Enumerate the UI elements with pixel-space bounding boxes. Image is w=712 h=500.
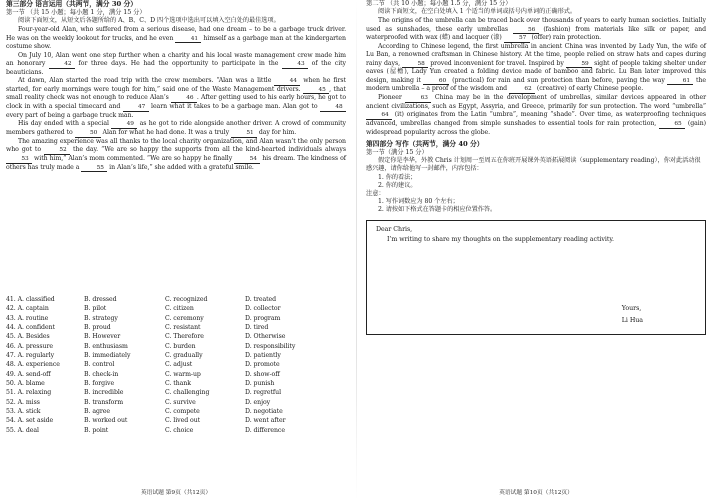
answer-blank: 58 bbox=[402, 62, 428, 69]
page-footer-10: 英语试题 第10页（共12页） bbox=[499, 490, 573, 496]
option-b: B. worked out bbox=[84, 417, 128, 425]
letter-format-box bbox=[366, 220, 706, 335]
option-d: D. went after bbox=[245, 417, 286, 425]
passage-text: in Alan’s life,” she added with a grateful smile. bbox=[107, 163, 254, 171]
option-d: D. program bbox=[245, 314, 281, 322]
option-d: D. negotiate bbox=[245, 407, 283, 415]
answer-blank: 63 bbox=[405, 96, 431, 103]
option-d: D. patiently bbox=[245, 351, 281, 359]
writing1-point: 1. 你的看法； bbox=[378, 173, 417, 181]
passage-text: with him,” Alan’s mom commented. “We are so happy he finally bbox=[32, 154, 235, 162]
passage-text: himself as a garbage man at the kindergarten costume show. bbox=[6, 34, 346, 51]
answer-blank: 51 bbox=[231, 131, 257, 138]
passage-text: The amazing experience was all thanks to the local charity organization, and Alan wasn’t the only person who got to bbox=[6, 137, 346, 153]
part3-title: 第三部分 语言运用（共两节，满分 30 分） bbox=[6, 0, 138, 8]
answer-blank: 42 bbox=[49, 62, 75, 69]
passage-text: (creative) of early Chinese people. bbox=[534, 85, 644, 93]
answer-blank: 45 bbox=[303, 88, 329, 95]
writing1-prompt: 假定你是李华，外教 Chris 计划周一至周五在你班开展课外英语拓展阅读（supplementary reading），你对此活动很感兴趣，请你给他写一封邮件，内容包括： bbox=[366, 157, 701, 173]
option-b: B. pilot bbox=[84, 305, 107, 313]
option-d: D. responsibility bbox=[245, 342, 296, 350]
passage-text: Four-year-old Alan, who suffered from a serious disease, had one dream – to be a garbage truck driver. He was on the weekly lookout for trucks, and he even bbox=[6, 26, 346, 42]
option-d: D. regretful bbox=[245, 389, 282, 397]
answer-blank: 46 bbox=[171, 96, 197, 103]
answer-blank: 62 bbox=[509, 87, 535, 94]
option-a: 51. A. relaxing bbox=[6, 389, 52, 397]
cloze-paragraph bbox=[6, 26, 346, 51]
passage-text: Alan for what he had done. It was a truly bbox=[100, 128, 231, 136]
option-a: 43. A. routine bbox=[6, 314, 49, 322]
letter-closing-word: Yours, bbox=[621, 304, 642, 312]
passage-text: At dawn, Alan started the road trip with the crew members. “Alan was a little bbox=[18, 76, 275, 84]
passage-text: China may be in the development of umbrellas, similar devices appeared in other ancient civilizations, such as Egypt, Assyria, and Greece, primarily for sun protection. The word “umbrella” bbox=[366, 94, 706, 111]
grammar-fill-passage bbox=[366, 17, 706, 137]
passage-text: for three days. He had the opportunity to participate in the bbox=[74, 59, 283, 67]
option-d: D. show-off bbox=[245, 370, 280, 378]
passage-text: (fashion) from materials like silk or paper, and waterproofed with wax (蜡) and lacquer (漆) bbox=[366, 25, 706, 42]
option-c: C. choice bbox=[165, 426, 194, 434]
option-d: D. punish bbox=[245, 379, 275, 387]
option-d: D. enjoy bbox=[245, 398, 271, 406]
notes-title: 注意： bbox=[366, 190, 385, 197]
passage-text: sight of people taking shelter under eaves (屋檐), Lady Yun created a folding device made of bamboo and fabric. Lu Ban later improved this design, making it bbox=[366, 59, 707, 84]
option-b: B. immediately bbox=[84, 351, 131, 359]
passage-text: (it) originates from the Latin “umbra”, meaning “shade”. Over time, as waterproofing techniques advanced, umbrellas changed from simple sunshades to essential tools for rain protection, bbox=[366, 111, 706, 127]
answer-blank: 53 bbox=[6, 157, 32, 164]
answer-blank: 47 bbox=[123, 105, 149, 112]
option-a: 52. A. miss bbox=[6, 398, 40, 406]
option-d: D. collector bbox=[245, 305, 281, 313]
option-b: B. check-in bbox=[84, 370, 119, 378]
answer-blank: 61 bbox=[667, 79, 693, 86]
passage-text: when he first started, for early mornings were tough for him,” said one of the Waste Management drivers. bbox=[6, 76, 346, 93]
passage-text: (offer) rain protection. bbox=[529, 34, 602, 42]
option-b: B. agree bbox=[84, 407, 111, 415]
section1-title: 第一节 （共 15 小题；每小题 1 分，满分 15 分） bbox=[6, 8, 146, 16]
grammar-paragraph bbox=[366, 17, 706, 43]
option-c: C. resistant bbox=[165, 323, 201, 331]
grammar-paragraph bbox=[366, 94, 706, 137]
page-gutter-divider bbox=[356, 0, 357, 500]
option-a: 54. A. set aside bbox=[6, 417, 54, 425]
answer-blank: 41 bbox=[175, 37, 201, 44]
answer-blank: 43 bbox=[282, 62, 308, 69]
answer-blank: 64 bbox=[366, 113, 392, 120]
option-c: C. ceremony bbox=[165, 314, 204, 322]
option-c: C. challenging bbox=[165, 389, 210, 397]
answer-blank: 65 bbox=[659, 122, 685, 129]
section1-instructions: 阅读下面短文，从短文后各题所给的 A、B、C、D 四个选项中选出可以填入空白处的最佳选项。 bbox=[18, 17, 280, 25]
option-b: B. incredible bbox=[84, 389, 124, 397]
section2-instructions: 阅读下面短文，在空白处填入 1 个适当的单词或括号内单词的正确形式。 bbox=[378, 8, 576, 16]
cloze-paragraph bbox=[6, 77, 346, 120]
left-exam-page bbox=[6, 0, 346, 500]
option-c: C. warm-up bbox=[165, 370, 201, 378]
answer-blank: 57 bbox=[504, 36, 530, 43]
answer-blank: 59 bbox=[566, 62, 592, 69]
option-a: 45. A. Besides bbox=[6, 333, 50, 341]
passage-text: The origins of the umbrella can be traced back over thousands of years to early human societies. Initially used as sunshades, these early umbrellas bbox=[366, 17, 706, 33]
option-b: B. However bbox=[84, 333, 121, 341]
passage-text: . After getting used to his early hours, he got to clock in with a special timecard and bbox=[6, 94, 346, 111]
option-a: 50. A. blame bbox=[6, 379, 45, 387]
right-exam-page bbox=[366, 0, 706, 500]
option-c: C. adjust bbox=[165, 361, 193, 369]
page-footer-9: 英语试题 第9页（共12页） bbox=[140, 490, 212, 496]
passage-text: According to Chinese legend, the first umbrella in ancient China was invented by Lady Yun, the wife of Lu Ban, a renowned craftsman in Chinese history. At the time, people relied on straw hats and capes during rainy days, bbox=[366, 43, 706, 67]
option-c: C. citizen bbox=[165, 305, 194, 313]
answer-blank: 52 bbox=[44, 148, 70, 155]
passage-text: day for him. bbox=[256, 128, 297, 136]
letter-signature: Li Hua bbox=[621, 316, 643, 324]
option-a: 46. A. pressure bbox=[6, 342, 53, 350]
option-d: D. tired bbox=[245, 323, 269, 331]
passage-text: his dream. The kindness of others has truly made a bbox=[6, 154, 346, 171]
option-c: C. thank bbox=[165, 379, 191, 387]
option-a: 55. A. deal bbox=[6, 426, 39, 434]
option-b: B. forgive bbox=[84, 379, 115, 387]
section2-title: 第二节 （共 10 小题；每小题 1.5 分，满分 15 分） bbox=[366, 0, 512, 7]
cloze-passage bbox=[6, 26, 346, 172]
passage-text: His day ended with a special bbox=[18, 120, 112, 128]
answer-blank: 50 bbox=[75, 131, 101, 138]
option-d: D. treated bbox=[245, 296, 277, 303]
option-d: D. Otherwise bbox=[245, 333, 286, 341]
cloze-paragraph bbox=[6, 138, 346, 173]
option-b: B. dressed bbox=[84, 296, 117, 303]
option-c: C. compete bbox=[165, 407, 200, 415]
option-a: 47. A. regularly bbox=[6, 351, 55, 359]
option-c: C. Therefore bbox=[165, 333, 204, 341]
passage-text: the modern umbrella – a proof of the wisdom and bbox=[366, 76, 706, 93]
option-a: 41. A. classified bbox=[6, 296, 55, 303]
answer-blank: 56 bbox=[513, 28, 539, 35]
passage-text: Pioneer bbox=[378, 94, 406, 102]
answer-blank: 49 bbox=[111, 122, 137, 129]
option-d: D. difference bbox=[245, 426, 285, 434]
option-a: 44. A. confident bbox=[6, 323, 55, 331]
note-item: 2. 请按如下格式在答题卡的相应位置作答。 bbox=[378, 206, 497, 214]
answer-blank: 60 bbox=[423, 79, 449, 86]
cloze-paragraph bbox=[6, 52, 346, 77]
passage-text: of the city beauticians. bbox=[6, 59, 346, 76]
passage-text: the day. “We are so happy the supports from all the kind-hearted individuals always bbox=[70, 145, 347, 153]
option-c: C. survive bbox=[165, 398, 196, 406]
letter-closing bbox=[622, 303, 643, 327]
option-a: 42. A. captain bbox=[6, 305, 49, 313]
option-a: 49. A. send-off bbox=[6, 370, 51, 378]
option-b: B. strategy bbox=[84, 314, 118, 322]
answer-blank: 54 bbox=[234, 157, 260, 164]
passage-text: (gain) widespread popularity across the globe. bbox=[366, 120, 707, 136]
passage-text: every part of being a garbage truck man. bbox=[6, 111, 134, 119]
passage-text: learn what it takes to be a garbage man. Alan got to bbox=[148, 103, 320, 111]
option-c: C. lived out bbox=[165, 417, 201, 425]
note-item: 1. 写作词数应为 80 个左右； bbox=[378, 198, 459, 206]
cloze-paragraph bbox=[6, 120, 346, 138]
grammar-paragraph bbox=[366, 43, 706, 94]
part4-title: 第四部分 写作（共两节，满分 40 分） bbox=[366, 139, 484, 148]
option-b: B. control bbox=[84, 361, 115, 369]
passage-text: (practical) for rain and sun protection than before, paving the way bbox=[449, 76, 668, 84]
passage-text: as he got to ride alongside another driver. A crowd of community members gathered to bbox=[6, 120, 346, 136]
option-b: B. point bbox=[84, 426, 109, 434]
answer-blank: 55 bbox=[81, 166, 107, 173]
letter-opening: I’m writing to share my thoughts on the supplementary reading activity. bbox=[387, 235, 615, 243]
option-c: C. burden bbox=[165, 342, 196, 350]
letter-greeting: Dear Chris, bbox=[376, 225, 413, 233]
passage-text: On July 10, Alan went one step further when a charity and his local waste management crew made him an honorary bbox=[6, 51, 346, 67]
option-b: B. enthusiasm bbox=[84, 342, 128, 350]
writing1-point: 2. 你的建议。 bbox=[378, 181, 417, 189]
writing1-title: 第一节（满分 15 分） bbox=[366, 148, 428, 156]
option-a: 53. A. stick bbox=[6, 407, 41, 415]
option-c: C. recognized bbox=[165, 296, 208, 303]
answer-options-grid bbox=[6, 296, 346, 435]
option-d: D. promote bbox=[245, 361, 280, 369]
option-b: B. transform bbox=[84, 398, 124, 406]
option-b: B. proud bbox=[84, 323, 111, 331]
answer-blank: 44 bbox=[274, 79, 300, 86]
passage-text: proved inconvenient for travel. Inspired by bbox=[428, 59, 566, 67]
option-c: C. gradually bbox=[165, 351, 203, 359]
answer-blank: 48 bbox=[320, 105, 346, 112]
option-a: 48. A. experience bbox=[6, 361, 60, 369]
passage-text: , that small reality check was not enough to reduce Alan’s bbox=[6, 85, 346, 102]
